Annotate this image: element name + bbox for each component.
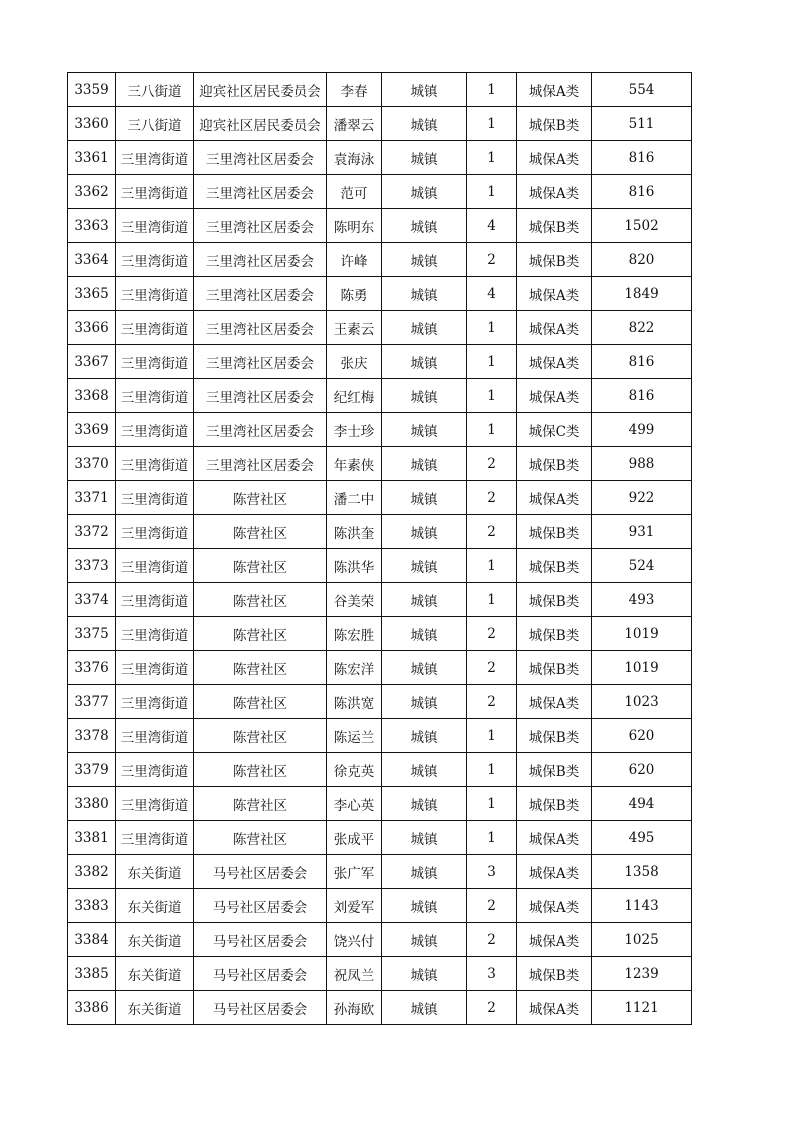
area-type-cell: 城镇	[382, 617, 467, 651]
amount-cell: 511	[592, 107, 692, 141]
area-type-cell: 城镇	[382, 787, 467, 821]
serial-number-cell: 3382	[68, 855, 116, 889]
area-type-cell: 城镇	[382, 821, 467, 855]
serial-number-cell: 3379	[68, 753, 116, 787]
household-count-cell: 1	[467, 821, 517, 855]
area-type-cell: 城镇	[382, 991, 467, 1025]
community-cell: 陈营社区	[194, 651, 327, 685]
category-cell: 城保B类	[517, 549, 592, 583]
household-count-cell: 4	[467, 277, 517, 311]
table-row	[68, 73, 692, 107]
street-cell: 三里湾街道	[116, 277, 194, 311]
name-cell: 王素云	[327, 311, 382, 345]
household-count-cell: 2	[467, 243, 517, 277]
street-cell: 三里湾街道	[116, 685, 194, 719]
amount-cell: 620	[592, 753, 692, 787]
street-cell: 东关街道	[116, 957, 194, 991]
community-cell: 迎宾社区居民委员会	[194, 73, 327, 107]
household-count-cell: 1	[467, 175, 517, 209]
amount-cell: 499	[592, 413, 692, 447]
category-cell: 城保B类	[517, 719, 592, 753]
community-cell: 陈营社区	[194, 685, 327, 719]
name-cell: 袁海泳	[327, 141, 382, 175]
street-cell: 东关街道	[116, 991, 194, 1025]
street-cell: 三里湾街道	[116, 413, 194, 447]
category-cell: 城保B类	[517, 209, 592, 243]
name-cell: 李心英	[327, 787, 382, 821]
serial-number-cell: 3371	[68, 481, 116, 515]
category-cell: 城保C类	[517, 413, 592, 447]
household-count-cell: 1	[467, 107, 517, 141]
area-type-cell: 城镇	[382, 175, 467, 209]
community-cell: 陈营社区	[194, 549, 327, 583]
area-type-cell: 城镇	[382, 107, 467, 141]
area-type-cell: 城镇	[382, 651, 467, 685]
table-row	[68, 481, 692, 515]
serial-number-cell: 3376	[68, 651, 116, 685]
street-cell: 三里湾街道	[116, 617, 194, 651]
category-cell: 城保A类	[517, 923, 592, 957]
table-row	[68, 413, 692, 447]
table-row	[68, 855, 692, 889]
name-cell: 陈勇	[327, 277, 382, 311]
table-row	[68, 957, 692, 991]
table-row	[68, 821, 692, 855]
serial-number-cell: 3360	[68, 107, 116, 141]
amount-cell: 1025	[592, 923, 692, 957]
category-cell: 城保A类	[517, 991, 592, 1025]
street-cell: 三里湾街道	[116, 719, 194, 753]
category-cell: 城保A类	[517, 175, 592, 209]
community-cell: 马号社区居委会	[194, 889, 327, 923]
street-cell: 三里湾街道	[116, 515, 194, 549]
table-row	[68, 991, 692, 1025]
table-row	[68, 447, 692, 481]
table-row	[68, 175, 692, 209]
amount-cell: 1239	[592, 957, 692, 991]
amount-cell: 816	[592, 379, 692, 413]
serial-number-cell: 3367	[68, 345, 116, 379]
name-cell: 陈洪奎	[327, 515, 382, 549]
category-cell: 城保A类	[517, 379, 592, 413]
table-row	[68, 107, 692, 141]
community-cell: 三里湾社区居委会	[194, 379, 327, 413]
community-cell: 三里湾社区居委会	[194, 345, 327, 379]
amount-cell: 822	[592, 311, 692, 345]
amount-cell: 1121	[592, 991, 692, 1025]
area-type-cell: 城镇	[382, 243, 467, 277]
community-cell: 陈营社区	[194, 617, 327, 651]
community-cell: 陈营社区	[194, 787, 327, 821]
household-count-cell: 2	[467, 685, 517, 719]
household-count-cell: 1	[467, 345, 517, 379]
community-cell: 三里湾社区居委会	[194, 277, 327, 311]
table-row	[68, 345, 692, 379]
household-count-cell: 2	[467, 617, 517, 651]
street-cell: 三里湾街道	[116, 821, 194, 855]
community-cell: 三里湾社区居委会	[194, 209, 327, 243]
amount-cell: 816	[592, 345, 692, 379]
street-cell: 三里湾街道	[116, 651, 194, 685]
name-cell: 刘爱军	[327, 889, 382, 923]
street-cell: 东关街道	[116, 923, 194, 957]
serial-number-cell: 3359	[68, 73, 116, 107]
area-type-cell: 城镇	[382, 379, 467, 413]
table-row	[68, 787, 692, 821]
household-count-cell: 2	[467, 447, 517, 481]
household-count-cell: 2	[467, 481, 517, 515]
category-cell: 城保B类	[517, 957, 592, 991]
street-cell: 三里湾街道	[116, 379, 194, 413]
category-cell: 城保B类	[517, 447, 592, 481]
area-type-cell: 城镇	[382, 311, 467, 345]
street-cell: 三里湾街道	[116, 141, 194, 175]
street-cell: 三里湾街道	[116, 175, 194, 209]
household-count-cell: 3	[467, 855, 517, 889]
street-cell: 三里湾街道	[116, 311, 194, 345]
community-cell: 三里湾社区居委会	[194, 311, 327, 345]
area-type-cell: 城镇	[382, 277, 467, 311]
category-cell: 城保A类	[517, 855, 592, 889]
area-type-cell: 城镇	[382, 447, 467, 481]
community-cell: 三里湾社区居委会	[194, 175, 327, 209]
table-row	[68, 243, 692, 277]
serial-number-cell: 3377	[68, 685, 116, 719]
amount-cell: 816	[592, 175, 692, 209]
name-cell: 饶兴付	[327, 923, 382, 957]
name-cell: 张成平	[327, 821, 382, 855]
household-count-cell: 4	[467, 209, 517, 243]
street-cell: 三里湾街道	[116, 583, 194, 617]
name-cell: 徐克英	[327, 753, 382, 787]
name-cell: 范可	[327, 175, 382, 209]
community-cell: 三里湾社区居委会	[194, 141, 327, 175]
household-count-cell: 3	[467, 957, 517, 991]
community-cell: 陈营社区	[194, 481, 327, 515]
area-type-cell: 城镇	[382, 549, 467, 583]
category-cell: 城保A类	[517, 685, 592, 719]
name-cell: 李春	[327, 73, 382, 107]
name-cell: 谷美荣	[327, 583, 382, 617]
name-cell: 祝凤兰	[327, 957, 382, 991]
street-cell: 三里湾街道	[116, 209, 194, 243]
serial-number-cell: 3366	[68, 311, 116, 345]
table-row	[68, 685, 692, 719]
amount-cell: 554	[592, 73, 692, 107]
street-cell: 三里湾街道	[116, 753, 194, 787]
community-cell: 三里湾社区居委会	[194, 447, 327, 481]
table-row	[68, 889, 692, 923]
community-cell: 马号社区居委会	[194, 957, 327, 991]
community-cell: 陈营社区	[194, 821, 327, 855]
category-cell: 城保A类	[517, 277, 592, 311]
amount-cell: 816	[592, 141, 692, 175]
amount-cell: 1502	[592, 209, 692, 243]
street-cell: 东关街道	[116, 889, 194, 923]
street-cell: 三里湾街道	[116, 447, 194, 481]
community-cell: 三里湾社区居委会	[194, 413, 327, 447]
name-cell: 张广军	[327, 855, 382, 889]
street-cell: 三八街道	[116, 73, 194, 107]
household-count-cell: 1	[467, 379, 517, 413]
serial-number-cell: 3383	[68, 889, 116, 923]
amount-cell: 922	[592, 481, 692, 515]
area-type-cell: 城镇	[382, 923, 467, 957]
category-cell: 城保A类	[517, 345, 592, 379]
community-cell: 陈营社区	[194, 719, 327, 753]
area-type-cell: 城镇	[382, 583, 467, 617]
amount-cell: 820	[592, 243, 692, 277]
name-cell: 纪红梅	[327, 379, 382, 413]
serial-number-cell: 3381	[68, 821, 116, 855]
area-type-cell: 城镇	[382, 73, 467, 107]
name-cell: 陈宏洋	[327, 651, 382, 685]
household-count-cell: 2	[467, 889, 517, 923]
category-cell: 城保B类	[517, 617, 592, 651]
area-type-cell: 城镇	[382, 413, 467, 447]
community-cell: 马号社区居委会	[194, 855, 327, 889]
amount-cell: 1023	[592, 685, 692, 719]
household-count-cell: 2	[467, 991, 517, 1025]
amount-cell: 1143	[592, 889, 692, 923]
table-row	[68, 277, 692, 311]
table-row	[68, 583, 692, 617]
serial-number-cell: 3375	[68, 617, 116, 651]
table-row	[68, 209, 692, 243]
name-cell: 陈洪华	[327, 549, 382, 583]
amount-cell: 1019	[592, 617, 692, 651]
name-cell: 李士珍	[327, 413, 382, 447]
name-cell: 张庆	[327, 345, 382, 379]
amount-cell: 1019	[592, 651, 692, 685]
name-cell: 孙海欧	[327, 991, 382, 1025]
street-cell: 三八街道	[116, 107, 194, 141]
amount-cell: 524	[592, 549, 692, 583]
serial-number-cell: 3378	[68, 719, 116, 753]
name-cell: 陈宏胜	[327, 617, 382, 651]
serial-number-cell: 3361	[68, 141, 116, 175]
household-count-cell: 1	[467, 311, 517, 345]
serial-number-cell: 3386	[68, 991, 116, 1025]
serial-number-cell: 3364	[68, 243, 116, 277]
household-count-cell: 2	[467, 923, 517, 957]
community-cell: 马号社区居委会	[194, 991, 327, 1025]
name-cell: 潘翠云	[327, 107, 382, 141]
category-cell: 城保B类	[517, 515, 592, 549]
table-row	[68, 651, 692, 685]
category-cell: 城保B类	[517, 651, 592, 685]
serial-number-cell: 3368	[68, 379, 116, 413]
serial-number-cell: 3374	[68, 583, 116, 617]
category-cell: 城保A类	[517, 141, 592, 175]
serial-number-cell: 3363	[68, 209, 116, 243]
household-count-cell: 1	[467, 787, 517, 821]
category-cell: 城保B类	[517, 243, 592, 277]
street-cell: 三里湾街道	[116, 549, 194, 583]
serial-number-cell: 3369	[68, 413, 116, 447]
area-type-cell: 城镇	[382, 889, 467, 923]
roster-body	[68, 73, 692, 1025]
amount-cell: 988	[592, 447, 692, 481]
area-type-cell: 城镇	[382, 855, 467, 889]
category-cell: 城保B类	[517, 107, 592, 141]
community-cell: 陈营社区	[194, 583, 327, 617]
table-row	[68, 515, 692, 549]
name-cell: 年素侠	[327, 447, 382, 481]
table-row	[68, 923, 692, 957]
household-count-cell: 1	[467, 753, 517, 787]
name-cell: 陈运兰	[327, 719, 382, 753]
area-type-cell: 城镇	[382, 209, 467, 243]
household-count-cell: 1	[467, 583, 517, 617]
category-cell: 城保A类	[517, 481, 592, 515]
category-cell: 城保B类	[517, 787, 592, 821]
area-type-cell: 城镇	[382, 515, 467, 549]
amount-cell: 931	[592, 515, 692, 549]
serial-number-cell: 3384	[68, 923, 116, 957]
street-cell: 三里湾街道	[116, 345, 194, 379]
community-cell: 陈营社区	[194, 515, 327, 549]
household-count-cell: 2	[467, 651, 517, 685]
serial-number-cell: 3365	[68, 277, 116, 311]
table-row	[68, 379, 692, 413]
amount-cell: 494	[592, 787, 692, 821]
area-type-cell: 城镇	[382, 753, 467, 787]
category-cell: 城保A类	[517, 821, 592, 855]
category-cell: 城保B类	[517, 583, 592, 617]
household-count-cell: 2	[467, 515, 517, 549]
community-cell: 马号社区居委会	[194, 923, 327, 957]
category-cell: 城保A类	[517, 73, 592, 107]
amount-cell: 493	[592, 583, 692, 617]
name-cell: 潘二中	[327, 481, 382, 515]
area-type-cell: 城镇	[382, 719, 467, 753]
table-row	[68, 617, 692, 651]
street-cell: 三里湾街道	[116, 481, 194, 515]
area-type-cell: 城镇	[382, 685, 467, 719]
table-row	[68, 141, 692, 175]
category-cell: 城保A类	[517, 311, 592, 345]
amount-cell: 1358	[592, 855, 692, 889]
category-cell: 城保B类	[517, 753, 592, 787]
table-row	[68, 753, 692, 787]
area-type-cell: 城镇	[382, 481, 467, 515]
amount-cell: 1849	[592, 277, 692, 311]
serial-number-cell: 3370	[68, 447, 116, 481]
name-cell: 陈明东	[327, 209, 382, 243]
community-cell: 三里湾社区居委会	[194, 243, 327, 277]
amount-cell: 495	[592, 821, 692, 855]
amount-cell: 620	[592, 719, 692, 753]
serial-number-cell: 3385	[68, 957, 116, 991]
name-cell: 许峰	[327, 243, 382, 277]
roster-table	[67, 72, 692, 1025]
table-row	[68, 311, 692, 345]
household-count-cell: 1	[467, 73, 517, 107]
household-count-cell: 1	[467, 413, 517, 447]
area-type-cell: 城镇	[382, 345, 467, 379]
area-type-cell: 城镇	[382, 141, 467, 175]
serial-number-cell: 3373	[68, 549, 116, 583]
household-count-cell: 1	[467, 719, 517, 753]
name-cell: 陈洪宽	[327, 685, 382, 719]
table-row	[68, 549, 692, 583]
serial-number-cell: 3362	[68, 175, 116, 209]
category-cell: 城保A类	[517, 889, 592, 923]
household-count-cell: 1	[467, 141, 517, 175]
street-cell: 三里湾街道	[116, 243, 194, 277]
serial-number-cell: 3380	[68, 787, 116, 821]
area-type-cell: 城镇	[382, 957, 467, 991]
serial-number-cell: 3372	[68, 515, 116, 549]
table-row	[68, 719, 692, 753]
household-count-cell: 1	[467, 549, 517, 583]
community-cell: 陈营社区	[194, 753, 327, 787]
street-cell: 东关街道	[116, 855, 194, 889]
community-cell: 迎宾社区居民委员会	[194, 107, 327, 141]
street-cell: 三里湾街道	[116, 787, 194, 821]
